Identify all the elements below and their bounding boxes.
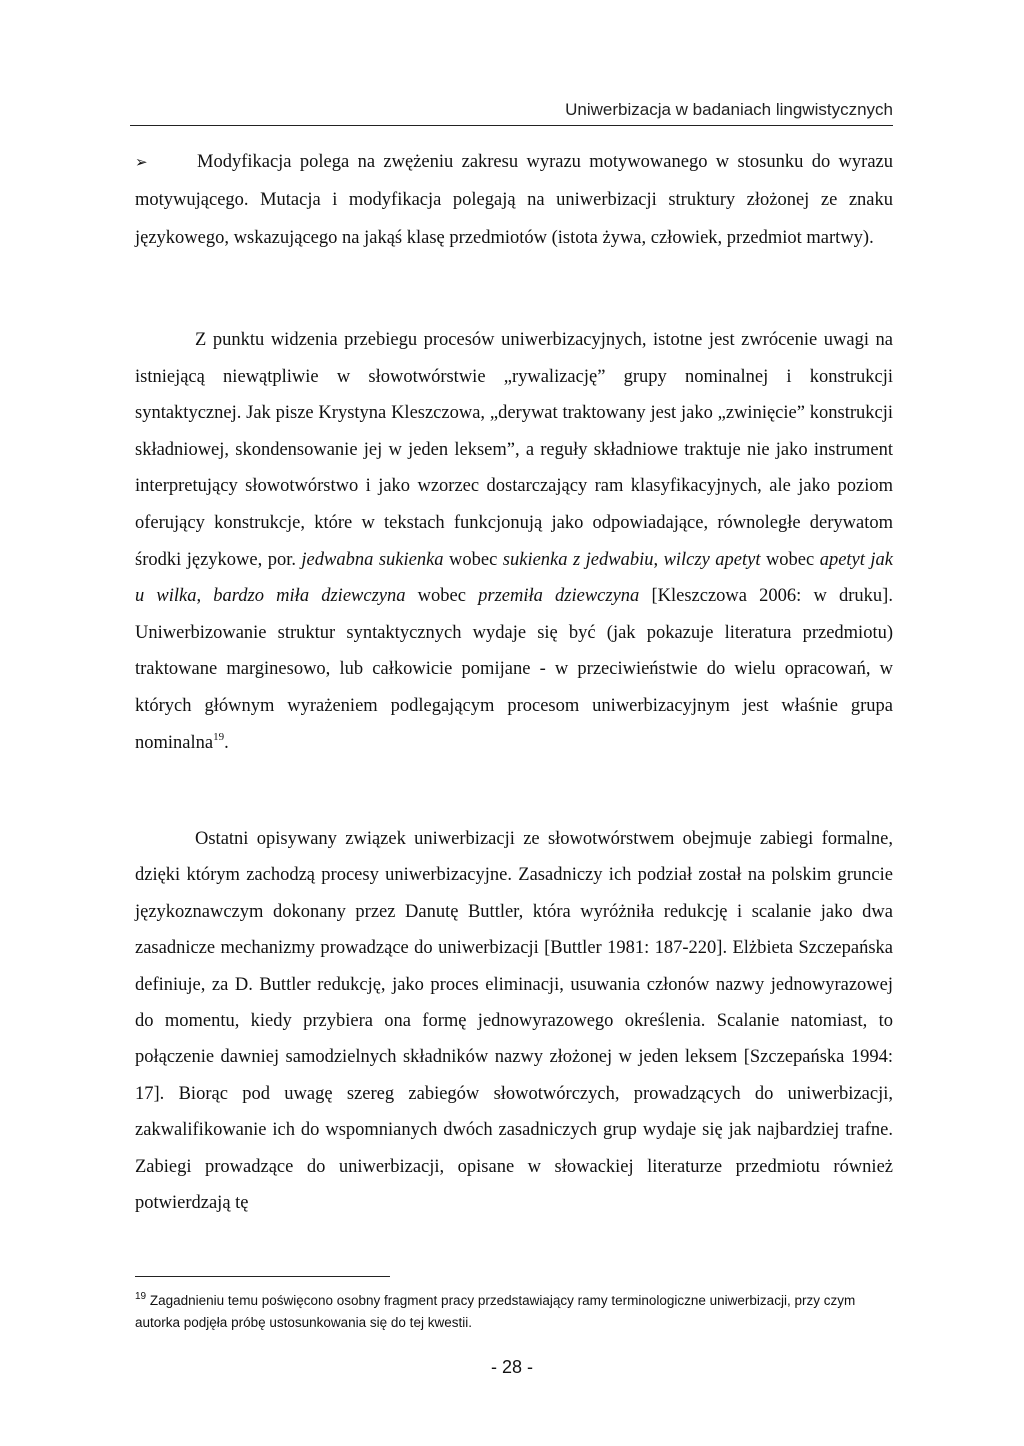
arrow-bullet-icon: ➢ bbox=[135, 153, 148, 171]
connector-text: wobec bbox=[760, 549, 820, 570]
example-phrase: przemiła dziewczyna bbox=[478, 586, 640, 607]
running-title: Uniwerbizacja w badaniach lingwistycznych bbox=[565, 100, 893, 119]
paragraph-zabiegi-formalne: Ostatni opisywany związek uniwerbizacji ze słowotwórstwem obejmuje zabiegi formalne, dzięki którym zachodzą procesy uniwerbizacyjne. Zasadniczy ich podział został na polskim gruncie językoznawczym dokonany przez Danutę Buttler, która wyróżniła redukcję i scalanie jako dwa zasadnicze mechanizmy prowadzące do uniwerbizacji [Buttler 1981: 187-220]. Elżbieta Szczepańska definiuje, za D. Buttler redukcję, jako proces eliminacji, usuwania członów nazwy jednowyrazowej do momentu, kiedy przybiera ona formę jednowyrazowego określenia. Scalanie natomiast, to połączenie dawniej samodzielnych składników nazwy złożonej w jeden leksem [Szczepańska 1994: 17]. Biorąc pod uwagę szereg zabiegów słowotwórczych, prowadzących do uniwerbizacji, zakwalifikowanie ich do wspomnianych dwóch zasadniczych grup wydaje się jak najbardziej trafne. Zabiegi prowadzące do uniwerbizacji, opisane w słowackiej literaturze przedmiotu również potwierdzają tę bbox=[135, 829, 893, 1214]
example-phrase: apetyt jak u wilka bbox=[135, 549, 893, 607]
footnote bbox=[135, 1290, 893, 1334]
footnote-reference[interactable]: 19 bbox=[213, 730, 225, 743]
paragraph-rywalizacja bbox=[135, 322, 893, 761]
example-phrase: sukienka z jedwabiu bbox=[502, 549, 654, 570]
page-number: - 28 - bbox=[490, 1357, 533, 1377]
footnote-rule bbox=[135, 1276, 390, 1277]
header-rule bbox=[130, 125, 893, 126]
example-phrase: wilczy apetyt bbox=[663, 549, 761, 570]
example-phrase: jedwabna sukienka bbox=[301, 549, 444, 570]
connector-text: wobec bbox=[405, 586, 479, 607]
footnote-text: Zagadnieniu temu poświęcono osobny fragment pracy przedstawiający ramy terminologiczne uniwerbizacji, przy czym autorka podjęła próbę ustosunkowania się do tej kwestii. bbox=[135, 1293, 856, 1330]
connector-text: , bbox=[653, 549, 664, 570]
paragraph-text: [Kleszczowa 2006: w druku]. Uniwerbizowanie struktur syntaktycznych wydaje się być (jak pokazuje literatura przedmiotu) traktowane marginesowo, lub całkowicie pomijane - w przeciwieństwie do wielu opracowań, w których głównym wyrażeniem podlegającym procesom uniwerbizacyjnym jest właśnie grupa nominalna bbox=[135, 586, 893, 753]
connector-text: , bbox=[196, 586, 214, 607]
example-phrase: bardzo miła dziewczyna bbox=[213, 586, 406, 607]
footnote-number: 19 bbox=[135, 1291, 147, 1302]
bullet-item bbox=[135, 143, 893, 257]
running-header bbox=[130, 100, 893, 120]
paragraph-text: Z punktu widzenia przebiegu procesów uniwerbizacyjnych, istotne jest zwrócenie uwagi na istniejącą niewątpliwie w słowotwórstwie „rywalizację” grupy nominalnej i konstrukcji syntaktycznej. Jak pisze Krystyna Kleszczowa, „derywat traktowany jest jako „zwinięcie” konstrukcji składniowej, skondensowanie jej w jeden leksem”, a reguły składniowe traktuje nie jako instrument interpretujący słowotwórstwo i jako wzorzec dostarczający ram klasyfikacyjnych, ale jako poziom oferujący konstrukcje, które w tekstach funkcjonują jako odpowiadające, równoległe derywatom środki językowe, por. bbox=[135, 330, 893, 570]
connector-text: wobec bbox=[443, 549, 503, 570]
paragraph-text: . bbox=[224, 732, 229, 753]
bullet-text: Modyfikacja polega na zwężeniu zakresu wyrazu motywowanego w stosunku do wyrazu motywującego. Mutacja i modyfikacja polegają na uniwerbizacji struktury złożonej ze znaku językowego, wskazującego na jakąś klasę przedmiotów (istota żywa, człowiek, przedmiot martwy). bbox=[135, 152, 893, 248]
